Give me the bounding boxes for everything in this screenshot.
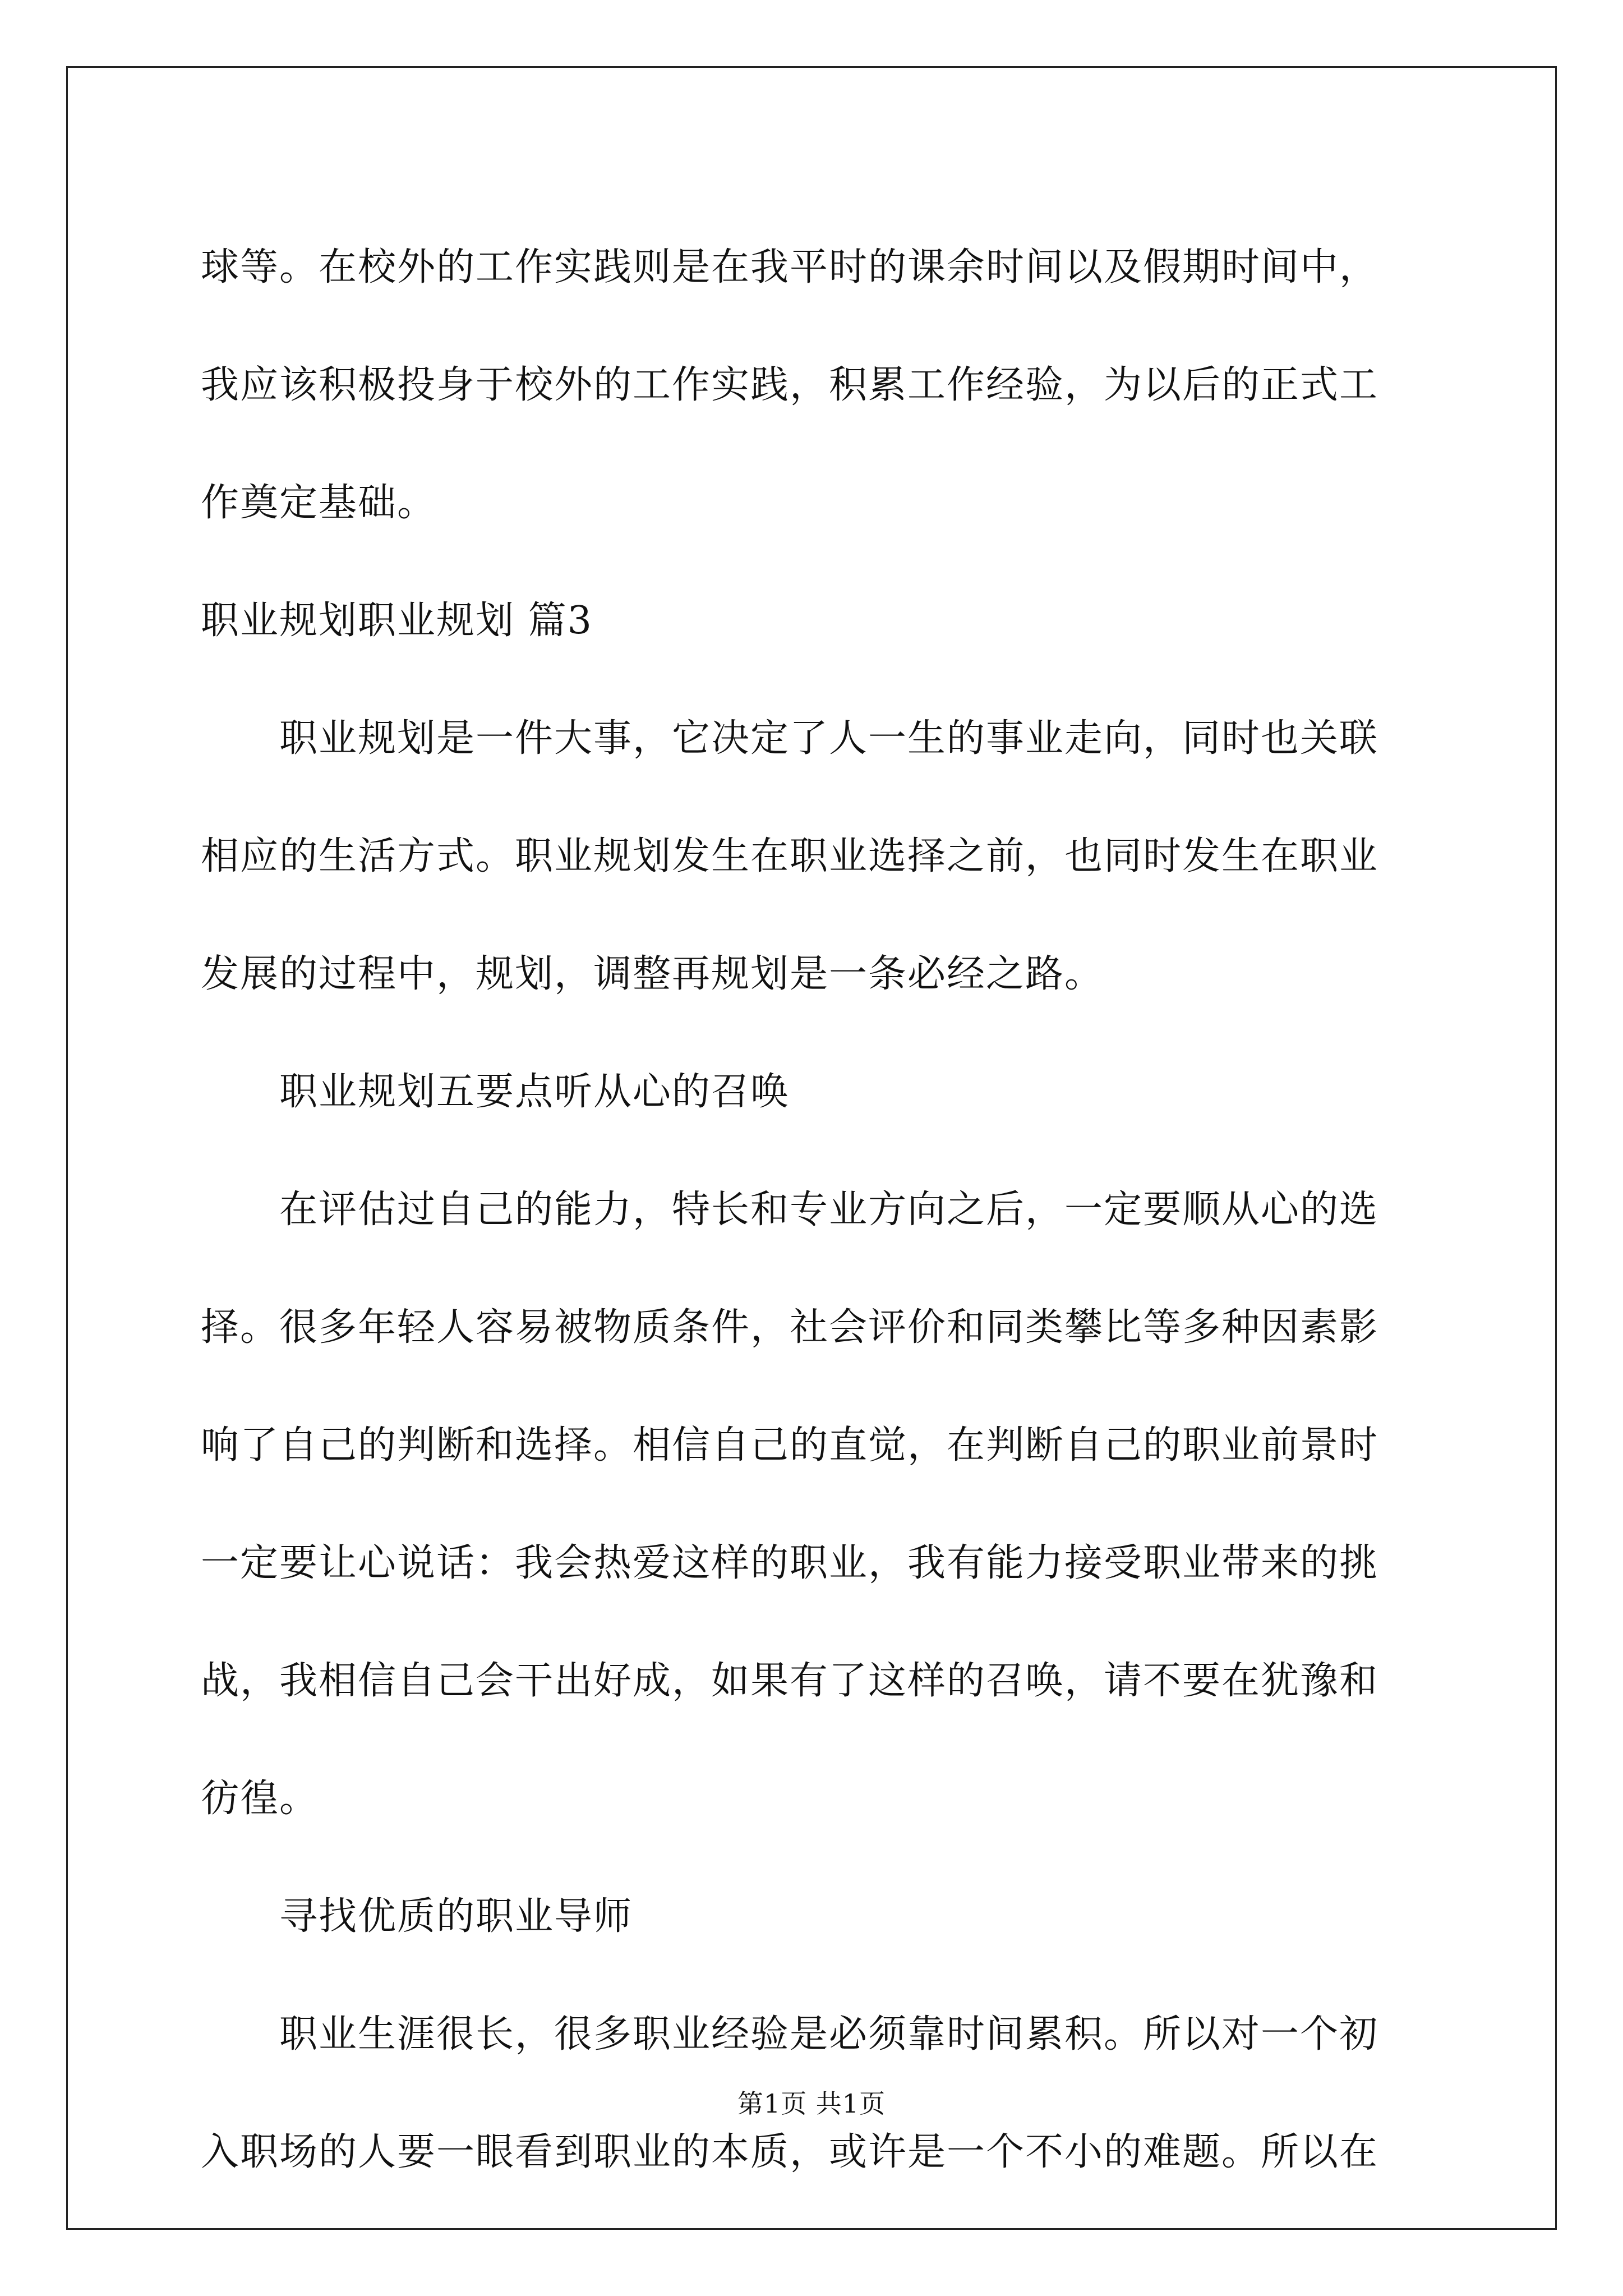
subheading: 职业规划五要点听从心的召唤 (279, 1070, 790, 1114)
section-heading: 职业规划职业规划 篇3 (201, 599, 593, 643)
text-line: 发展的过程中，规划，调整再规划是一条必经之路。 (201, 952, 1104, 996)
paragraph-start: 职业生涯很长，很多职业经验是必须靠时间累积。所以对一个初 (279, 2012, 1379, 2056)
document-body (201, 209, 1435, 2211)
text-line: 我应该积极投身于校外的工作实践，积累工作经验，为以后的正式工 (201, 363, 1379, 407)
text-line: 入职场的人要一眼看到职业的本质，或许是一个不小的难题。所以在 (201, 2130, 1379, 2174)
paragraph-start: 在评估过自己的能力，特长和专业方向之后，一定要顺从心的选 (279, 1188, 1379, 1232)
text-line: 战，我相信自己会干出好成，如果有了这样的召唤，请不要在犹豫和 (201, 1659, 1379, 1703)
text-line: 择。很多年轻人容易被物质条件，社会评价和同类攀比等多种因素影 (201, 1305, 1379, 1350)
text-line: 球等。在校外的工作实践则是在我平时的课余时间以及假期时间中， (201, 245, 1379, 289)
text-line: 作奠定基础。 (201, 481, 437, 525)
paragraph-start: 职业规划是一件大事，它决定了人一生的事业走向，同时也关联 (279, 716, 1379, 761)
text-line: 一定要让心说话：我会热爱这样的职业，我有能力接受职业带来的挑 (201, 1541, 1379, 1585)
page-number: 第1页 共1页 (737, 2088, 886, 2119)
subheading: 寻找优质的职业导师 (279, 1894, 633, 1939)
text-line: 相应的生活方式。职业规划发生在职业选择之前，也同时发生在职业 (201, 834, 1379, 878)
text-line: 响了自己的判断和选择。相信自己的直觉，在判断自己的职业前景时 (201, 1423, 1379, 1467)
text-line: 彷徨。 (201, 1777, 319, 1821)
